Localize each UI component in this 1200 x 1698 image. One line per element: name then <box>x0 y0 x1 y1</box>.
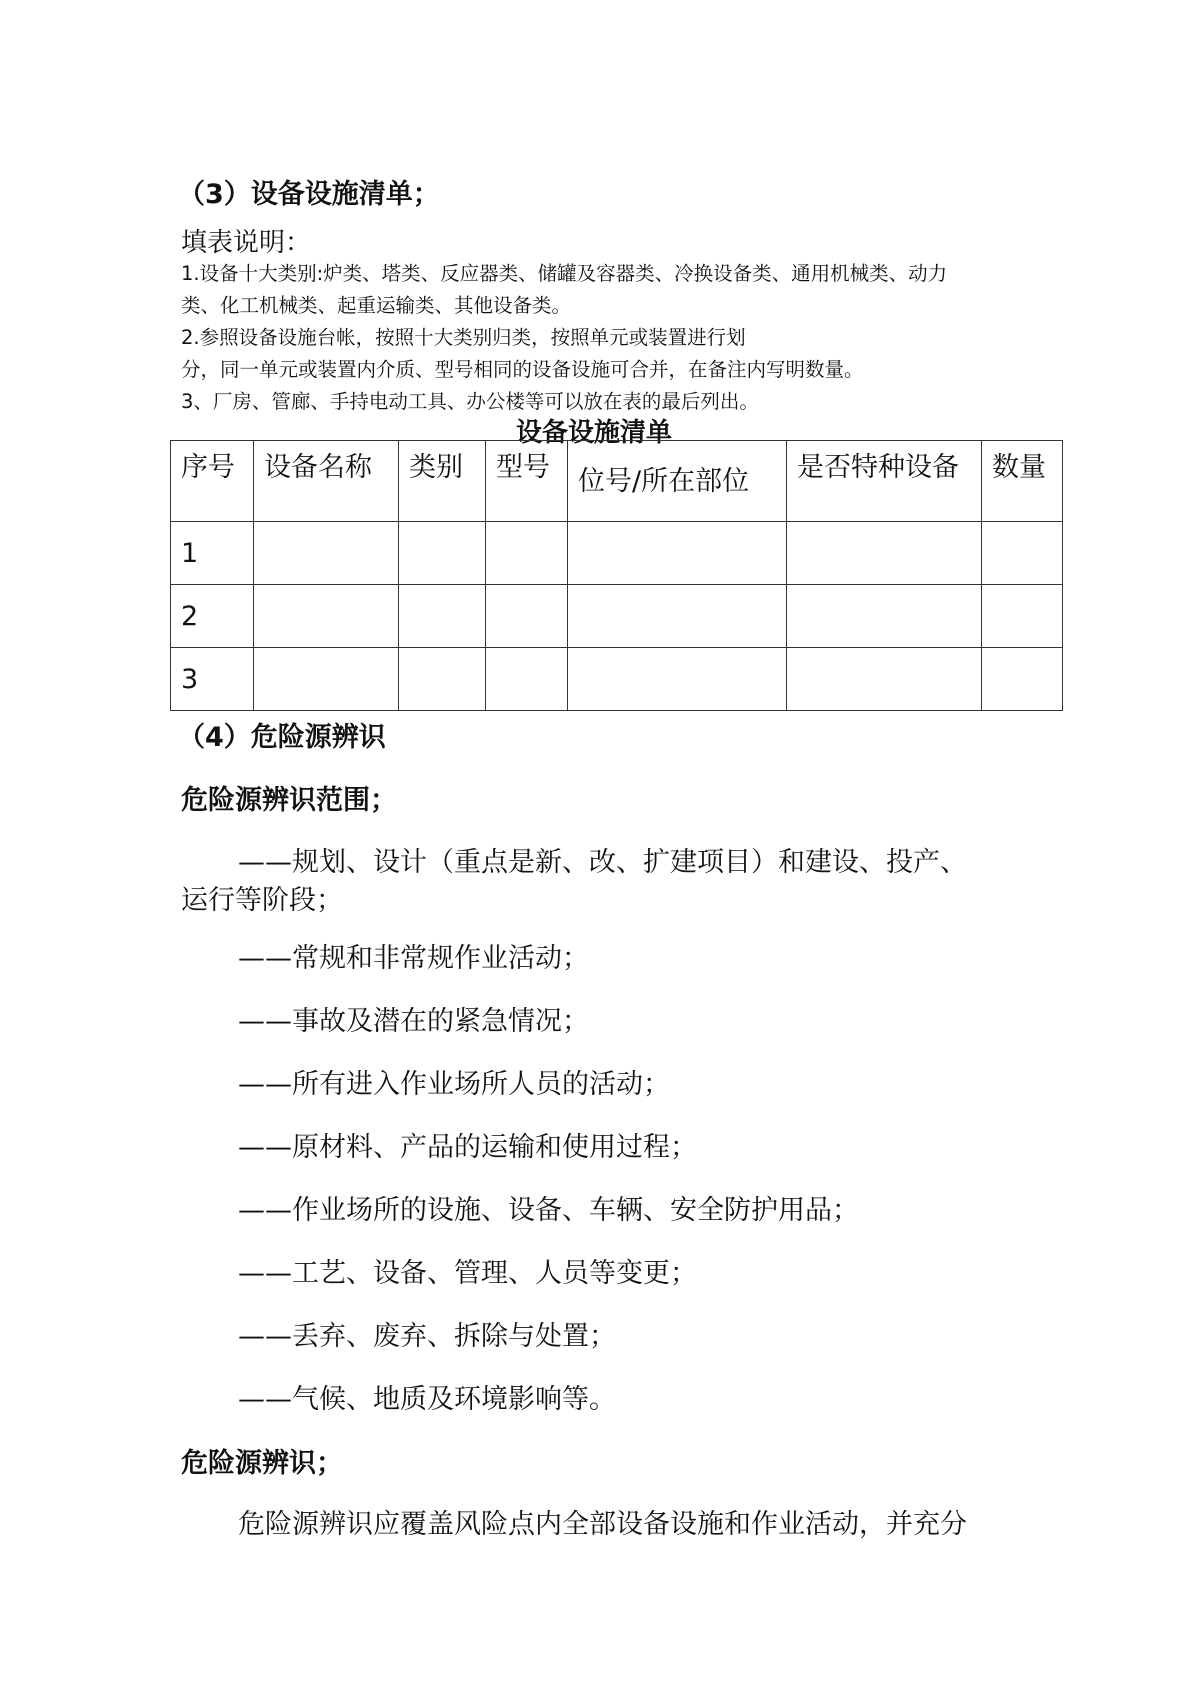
table-cell: 1 <box>171 522 254 585</box>
identification-paragraph: 危险源辨识应覆盖风险点内全部设备设施和作业活动，并充分 <box>238 1509 967 1540</box>
note-line: 3、厂房、管廊、手持电动工具、办公楼等可以放在表的最后列出。 <box>181 390 759 413</box>
scope-item: ——丢弃、废弃、拆除与处置； <box>238 1321 616 1352</box>
fill-instructions-title: 填表说明： <box>181 228 312 258</box>
column-header: 是否特种设备 <box>787 441 982 522</box>
column-header: 位号/所在部位 <box>568 441 787 522</box>
table-cell: 2 <box>171 585 254 648</box>
note-line: 类、化工机械类、起重运输类、其他设备类。 <box>181 294 572 317</box>
note-line: 分，同一单元或装置内介质、型号相同的设备设施可合并，在备注内写明数量。 <box>181 358 864 381</box>
scope-item: ——事故及潜在的紧急情况； <box>238 1006 589 1037</box>
scope-item: ——工艺、设备、管理、人员等变更； <box>238 1258 697 1289</box>
scope-item: ——气候、地质及环境影响等。 <box>238 1384 616 1415</box>
column-header: 型号 <box>486 441 568 522</box>
section-4-heading: （4）危险源辨识 <box>178 722 386 753</box>
table-cell <box>568 522 787 585</box>
table-cell <box>787 522 982 585</box>
scope-item: ——所有进入作业场所人员的活动； <box>238 1069 670 1100</box>
table-row <box>171 522 1063 585</box>
table-cell <box>787 648 982 711</box>
scope-item-continuation: 运行等阶段； <box>181 885 343 916</box>
table-cell <box>568 585 787 648</box>
table-cell <box>399 648 486 711</box>
table-cell <box>486 585 568 648</box>
note-line: 2.参照设备设施台帐，按照十大类别归类，按照单元或装置进行划 <box>181 326 746 349</box>
table-cell <box>982 648 1063 711</box>
column-header: 序号 <box>171 441 254 522</box>
table-cell <box>486 648 568 711</box>
table-header-row <box>171 441 1063 522</box>
table-cell <box>568 648 787 711</box>
column-header: 设备名称 <box>254 441 399 522</box>
table-title: 设备设施清单 <box>516 418 673 448</box>
section-3-heading: （3）设备设施清单； <box>178 179 440 210</box>
equipment-table <box>170 440 1063 711</box>
scope-item: ——规划、设计（重点是新、改、扩建项目）和建设、投产、 <box>238 847 967 878</box>
scope-item: ——常规和非常规作业活动； <box>238 943 589 974</box>
column-header: 类别 <box>399 441 486 522</box>
table-row <box>171 648 1063 711</box>
table-cell <box>399 522 486 585</box>
table-cell <box>254 522 399 585</box>
column-header: 数量 <box>982 441 1063 522</box>
table-row <box>171 585 1063 648</box>
table-cell <box>254 648 399 711</box>
table-cell <box>486 522 568 585</box>
scope-item: ——作业场所的设施、设备、车辆、安全防护用品； <box>238 1195 859 1226</box>
table-cell <box>254 585 399 648</box>
note-line: 1.设备十大类别:炉类、塔类、反应器类、储罐及容器类、冷换设备类、通用机械类、动力 <box>181 262 948 285</box>
scope-item: ——原材料、产品的运输和使用过程； <box>238 1132 697 1163</box>
table-cell <box>399 585 486 648</box>
identification-subheading: 危险源辨识； <box>181 1448 343 1479</box>
scope-subheading: 危险源辨识范围； <box>181 785 397 816</box>
table-cell: 3 <box>171 648 254 711</box>
table-cell <box>982 522 1063 585</box>
table-cell <box>982 585 1063 648</box>
table-cell <box>787 585 982 648</box>
